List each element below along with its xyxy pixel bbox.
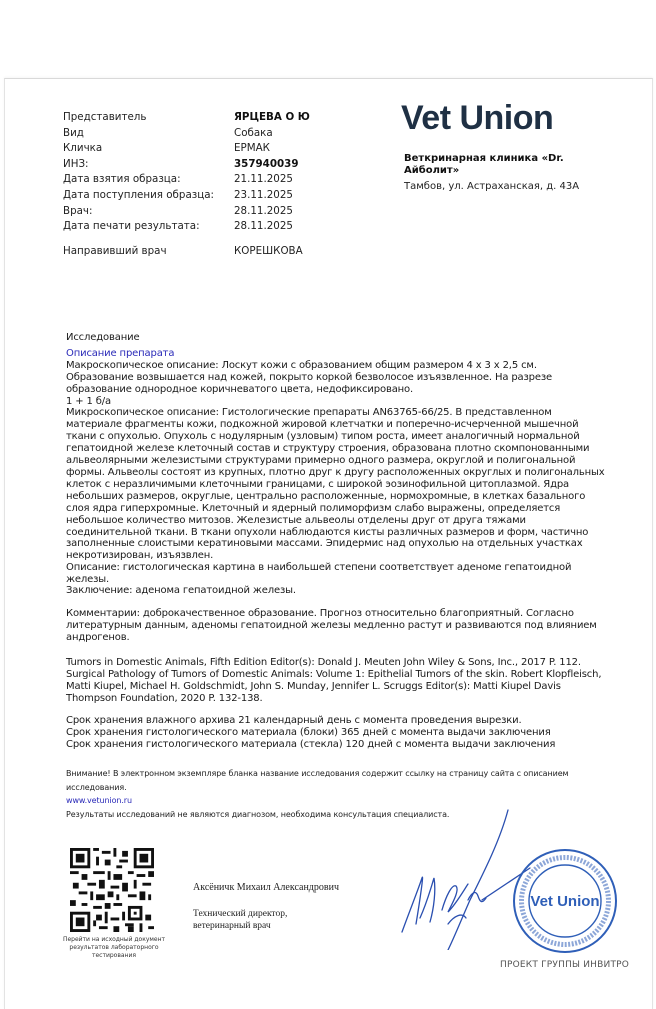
field-label: Дата печати результата: [63, 220, 200, 233]
field-inz [63, 157, 310, 173]
qr-code-icon[interactable] [70, 848, 154, 932]
report-body [66, 332, 606, 562]
website-link[interactable]: www.vetunion.ru [66, 796, 132, 805]
field-label: Дата взятия образца: [63, 173, 181, 186]
storage-item: Срок хранения влажного архива 21 календарный день с момента проведения вырезки. [66, 715, 522, 726]
field-value: 28.11.2025 [234, 220, 293, 233]
clinic-name: Веткринарная клиника «Dr. Айболит» [404, 153, 564, 176]
field-value: 21.11.2025 [234, 173, 293, 186]
blocks-count: 1 + 1 б/а [66, 395, 111, 407]
field-value: ЯРЦЕВА О Ю [234, 111, 310, 123]
reference-item: Tumors in Domestic Animals, Fifth Edition Editor(s): Donald J. Meuten John Wiley & Sons, Inc., 2017 P. 112. [66, 657, 581, 668]
disclaimer-text: Результаты исследований не являются диагнозом, необходима консультация специалиста. [66, 809, 450, 819]
qr-caption: Перейти на исходный документ результатов лабораторного тестирования [62, 936, 166, 959]
field-value: ЕРМАК [234, 142, 270, 155]
storage-item: Срок хранения гистологического материала (блоки) 365 дней с момента выдачи заключения [66, 726, 551, 738]
field-value: 23.11.2025 [234, 188, 293, 201]
field-print-date [63, 219, 310, 235]
field-representative [63, 110, 310, 126]
field-label: Врач: [63, 204, 93, 217]
field-value: 28.11.2025 [234, 204, 293, 217]
field-label: Направивший врач [63, 244, 167, 257]
signer-name: Аксёничк Михаил Александрович [193, 882, 339, 893]
vet-union-logo: Vet Union [401, 99, 554, 137]
signer-role-line: ветеринарный врач [193, 921, 271, 931]
field-label: Вид [63, 126, 84, 139]
macro-description: Макроскопическое описание: Лоскут кожи с образованием общим размером 4 х 3 х 2,5 см. Образование возвышается над кожей, покрыто коркой безволосое изъязвленное. На разрезе образование однородное коричневатого цвета, недофиксировано. [66, 359, 553, 395]
storage-terms [66, 715, 606, 751]
field-referring-doctor [63, 244, 310, 260]
conclusion: Заключение: аденома гепатоидной железы. [66, 585, 296, 596]
signer-role [193, 908, 287, 932]
patient-info [63, 110, 310, 259]
field-value: КОРЕШКОВА [234, 244, 303, 257]
references [66, 657, 606, 705]
micro-description: Микроскопическое описание: Гистологические препараты AN63765-66/25. В представленном материале фрагменты кожи, подкожной жировой клетчатки и поперечно-исчерченной мышечной ткани с опухолью. Опухоль с нодулярным (узловым) типом роста, имеет аналогичный нормальной гепатоидной железе клеточный состав и структуру строения, образована плотно скомпонованными альвеолярными железистыми структурами примерно одного размера, округлой и полигональной формы. Альвеолы состоят из крупных, плотно друг к другу расположенных округлых и полигональных клеток с неразличимыми клеточными границами, с широкой эозинофильной цитоплазмой. Ядра небольших размеров, округлые, центрально расположенные, нормохромные, в клетках базального слоя ядра гиперхромные. Клеточный и ядерный полиморфизм слабо выражены, определяется небольшое количество митозов. Железистые альвеолы отделены друг от друга тяжами соединительной ткани. В ткани опухоли наблюдаются кисты различных размеров и форм, частично заполненные слоистыми кератиновыми массами. Эпидермис над опухолью на отдельных участках некротизирован, изъязвлен. [66, 407, 605, 562]
clinic-stamp-icon [512, 848, 618, 954]
signer-role-line: Технический директор, [193, 909, 288, 919]
field-label: Представитель [63, 111, 147, 123]
field-received-date [63, 188, 310, 204]
description: Описание: гистологическая картина в наибольшей степени соответствует аденоме гепатоидной железы. [66, 562, 572, 585]
project-label: ПРОЕКТ ГРУППЫ ИНВИТРО [500, 960, 630, 970]
field-value: 357940039 [234, 157, 299, 170]
field-doctor [63, 204, 310, 220]
section-title: Описание препарата [66, 347, 175, 359]
field-label: Кличка [63, 142, 103, 155]
svg-text:Vet Union: Vet Union [530, 893, 600, 910]
study-label: Исследование [66, 332, 140, 343]
comments: Комментарии: доброкачественное образование. Прогноз относительно благоприятный. Согласно литературным данным, аденомы гепатоидной железы медленно растут и развиваются под влиянием андрогенов. [66, 608, 597, 643]
clinic-address: Тамбов, ул. Астраханская, д. 43А [404, 181, 580, 192]
notice-text: Внимание! В электронном экземпляре бланка название исследования содержит ссылку на страницу сайта с описанием исследования. [66, 769, 569, 792]
reference-item: Surgical Pathology of Tumors of Domestic Animals: Volume 1: Epithelial Tumors of the skin. Robert Klopfleisch, Matti Kiupel, Michael H. Goldschmidt, John S. Munday, Jennifer L. Scruggs Editor(s): Matti Kiupel Davis Thompson Foundation, 2020 P. 132-138. [66, 668, 602, 704]
field-label: ИНЗ: [63, 157, 89, 170]
field-value: Собака [234, 126, 273, 139]
field-sample-date [63, 172, 310, 188]
field-species [63, 126, 310, 142]
clinic-info [404, 153, 604, 193]
field-pet-name [63, 141, 310, 157]
field-label: Дата поступления образца: [63, 188, 215, 201]
storage-item: Срок хранения гистологического материала (стекла) 120 дней с момента выдачи заключения [66, 738, 556, 750]
